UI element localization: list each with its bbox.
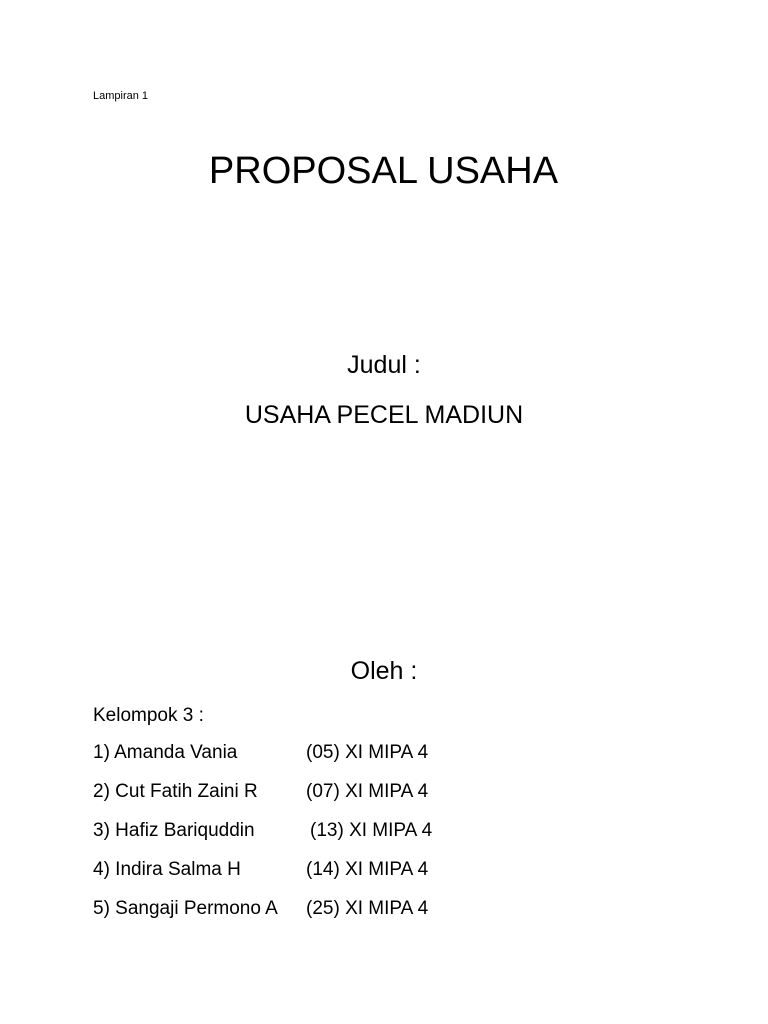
member-class: (14) XI MIPA 4 xyxy=(306,859,429,880)
title-label: Judul : xyxy=(347,351,421,379)
member-name: 3) Hafiz Bariquddin xyxy=(93,820,255,841)
member-name: 2) Cut Fatih Zaini R xyxy=(93,781,258,802)
member-row xyxy=(93,818,693,857)
member-class: (25) XI MIPA 4 xyxy=(306,898,429,919)
member-name: 4) Indira Salma H xyxy=(93,859,241,880)
title-value: USAHA PECEL MADIUN xyxy=(244,401,524,429)
member-class: (05) XI MIPA 4 xyxy=(306,742,429,763)
author-label: Oleh : xyxy=(350,657,418,685)
member-list xyxy=(93,740,693,935)
member-row xyxy=(93,857,693,896)
attachment-label: Lampiran 1 xyxy=(93,90,149,102)
member-row xyxy=(93,779,693,818)
member-class: (13) XI MIPA 4 xyxy=(310,820,433,841)
member-name: 5) Sangaji Permono A xyxy=(93,898,278,919)
member-row xyxy=(93,896,693,935)
member-class: (07) XI MIPA 4 xyxy=(306,781,429,802)
member-row xyxy=(93,740,693,779)
member-name: 1) Amanda Vania xyxy=(93,742,238,763)
document-title: PROPOSAL USAHA xyxy=(208,150,559,192)
group-label: Kelompok 3 : xyxy=(93,705,204,726)
